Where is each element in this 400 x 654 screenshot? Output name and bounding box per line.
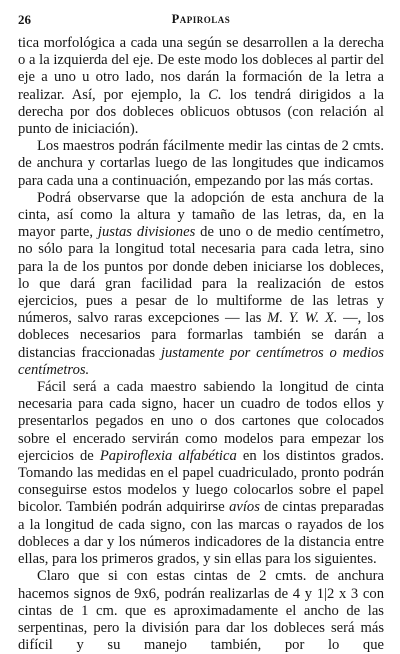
text-run: Claro que si con estas cintas de 2 cmts. de anchura hacemos signos de 9x6, podrán realizarlas de 4 y 1|2 x 3 con cintas de 1 cm. que es aproximadamente el ancho de las serpentinas, pero la división para dar los dobleces será más difícil y su manejo también, por lo que — [18, 568, 384, 654]
text-run: de uno o de medio centímetro, no sólo para la longitud total necesaria para cada letra, sino para la de los puntos por donde deben iniciarse los dobleces, lo que dará gran facilidad para la realización de estos ejercicios, pues a pesar de lo multiforme de las letras y números, salvo raras excepciones — las — [18, 224, 384, 327]
italic-text: Papiroflexia alfabética — [99, 447, 237, 464]
text-run: Fácil será a cada maestro sabiendo la longitud de cinta necesaria para cada signo, hacer un cuadro de todos ellos y presentarlos pegados en uno o dos cartones que colocados sobre el encerado servirán como modelos para empezar los ejercicios de — [18, 379, 384, 464]
italic-text: justamente por centímetros o medios centímetros. — [18, 344, 384, 378]
italic-text: justas divisiones — [97, 224, 196, 241]
text-run: tica morfológica a cada una según se desarrollen a la derecha o a la izquierda del eje. De este modo los dobleces al partir del eje a uno u otro lado, nos darán la formación de la letra a realizar. Así, por ejemplo, la — [18, 35, 384, 103]
paragraph — [18, 379, 384, 568]
paragraph — [18, 35, 384, 138]
italic-text: C. — [208, 86, 222, 103]
page-number: 26 — [18, 12, 31, 27]
italic-text: avíos — [229, 499, 260, 516]
text-run: Podrá observarse que la adopción de esta anchura de la cinta, así como la altura y tamaño de las letras, da, en la mayor parte, — [18, 189, 384, 241]
text-run: —, los dobleces necesarios para formarlas también se darán a distancias fraccionadas — [18, 310, 385, 361]
running-head — [18, 12, 384, 30]
text-run: Los maestros podrán fácilmente medir las cintas de 2 cmts. de anchura y cortarlas luego de las longitudes que indicamos para cada una a continuación, empezando por las más cortas. — [18, 138, 384, 189]
italic-text: M. Y. W. X. — [267, 310, 338, 327]
paragraph — [18, 138, 384, 190]
paragraph — [18, 568, 384, 654]
text-run: de cintas preparadas a la longitud de cada signo, con las marcas o rayados de los dobleces a dar y los números indicadores de la distancia entre ellas, para los primeros grados, y sin ellas para los siguientes. — [18, 499, 384, 568]
paragraph — [18, 190, 384, 379]
running-title: Papirolas — [171, 12, 231, 26]
text-run: los tendrá dirigidos a la derecha por dos dobleces oblicuos obtusos (con relación al punto de iniciación). — [18, 86, 384, 138]
text-run: en los distintos grados. Tomando las medidas en el papel cuadriculado, pronto podrán conseguirse estos modelos y luego colocarlos sobre el papel bicolor. También podrán adquirirse — [18, 447, 384, 516]
body-text — [18, 35, 384, 654]
